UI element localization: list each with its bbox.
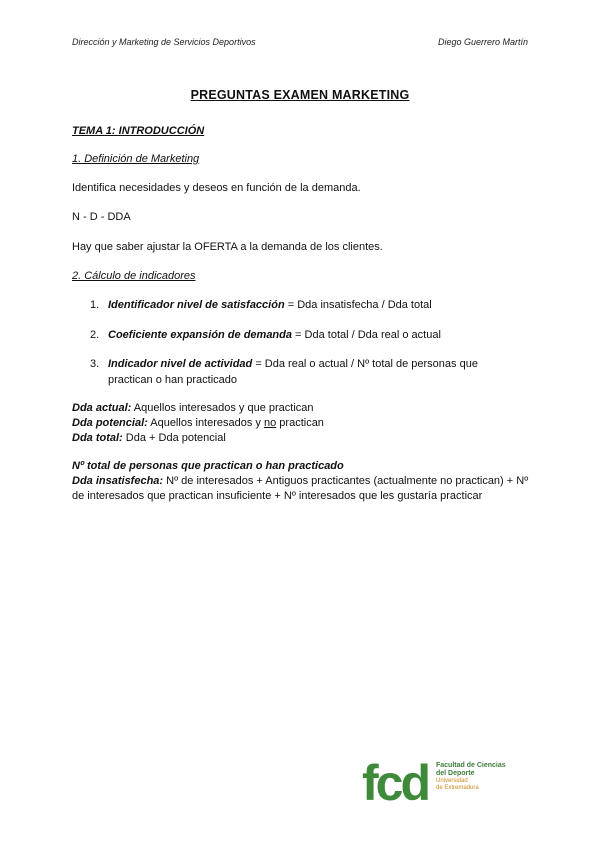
definition-emphasis: no <box>263 417 277 429</box>
section-1-offer-paragraph: Hay que saber ajustar la OFERTA a la demanda de los clientes. <box>72 241 383 253</box>
header-course: Dirección y Marketing de Servicios Deportivos <box>72 37 256 47</box>
indicator-formula: = Dda insatisfecha / Dda total <box>284 299 432 311</box>
logo-line-1: Facultad de Ciencias <box>436 762 506 769</box>
demand-definitions <box>72 401 532 446</box>
indicator-number: 1. <box>90 299 100 311</box>
section-1-abbrev: N - D - DDA <box>72 211 131 223</box>
logo-line-4: de Extremadura <box>436 785 479 791</box>
definition-text: Dda + Dda potencial <box>122 432 226 444</box>
indicator-formula: = Dda total / Dda real o actual <box>292 329 441 341</box>
final-text: Nº de interesados + Antiguos practicantes (actualmente no practican) + Nº de interesados que practican insuficiente + Nº interesados que les gustaría practicar <box>72 475 529 502</box>
indicator-formula: = Dda real o actual / Nº total de personas que practican o han practicado <box>108 358 478 386</box>
indicator-term: Indicador nivel de actividad <box>108 358 253 370</box>
indicator-number: 2. <box>90 329 100 341</box>
indicator-number: 3. <box>90 358 100 370</box>
indicator-term: Coeficiente expansión de demanda <box>108 329 292 341</box>
logo-line-3: Universidad <box>436 778 468 784</box>
final-term: Dda insatisfecha: <box>72 475 164 487</box>
section-1-paragraph: Identifica necesidades y deseos en función de la demanda. <box>72 182 361 194</box>
indicator-item <box>90 297 510 313</box>
definition-text-end: practican <box>276 417 324 429</box>
definition-text: Aquellos interesados y que practican <box>131 402 314 414</box>
header-author: Diego Guerrero Martín <box>437 37 528 47</box>
indicator-item <box>90 356 510 388</box>
section-2-heading: 2. Cálculo de indicadores <box>72 270 196 282</box>
indicator-term: Identificador nivel de satisfacción <box>108 299 285 311</box>
section-1-heading: 1. Definición de Marketing <box>72 153 200 165</box>
final-section <box>72 459 532 504</box>
tema-heading: TEMA 1: INTRODUCCIÓN <box>72 125 205 137</box>
document-title: PREGUNTAS EXAMEN MARKETING <box>190 88 410 102</box>
definition-term: Dda actual: <box>72 402 132 414</box>
final-definition <box>72 474 532 504</box>
fcd-letters-icon <box>362 752 436 810</box>
definition-line <box>72 416 532 431</box>
definition-term: Dda potencial: <box>72 417 148 429</box>
definition-text: Aquellos interesados y <box>147 417 264 429</box>
logo-line-2: del Deporte <box>436 770 475 777</box>
indicator-item <box>90 327 510 343</box>
definition-line <box>72 431 532 446</box>
fcd-letters: fcd <box>362 755 428 810</box>
logo-caption <box>436 762 506 792</box>
definition-line <box>72 401 532 416</box>
final-heading: Nº total de personas que practican o han practicado <box>72 460 344 472</box>
definition-term: Dda total: <box>72 432 123 444</box>
